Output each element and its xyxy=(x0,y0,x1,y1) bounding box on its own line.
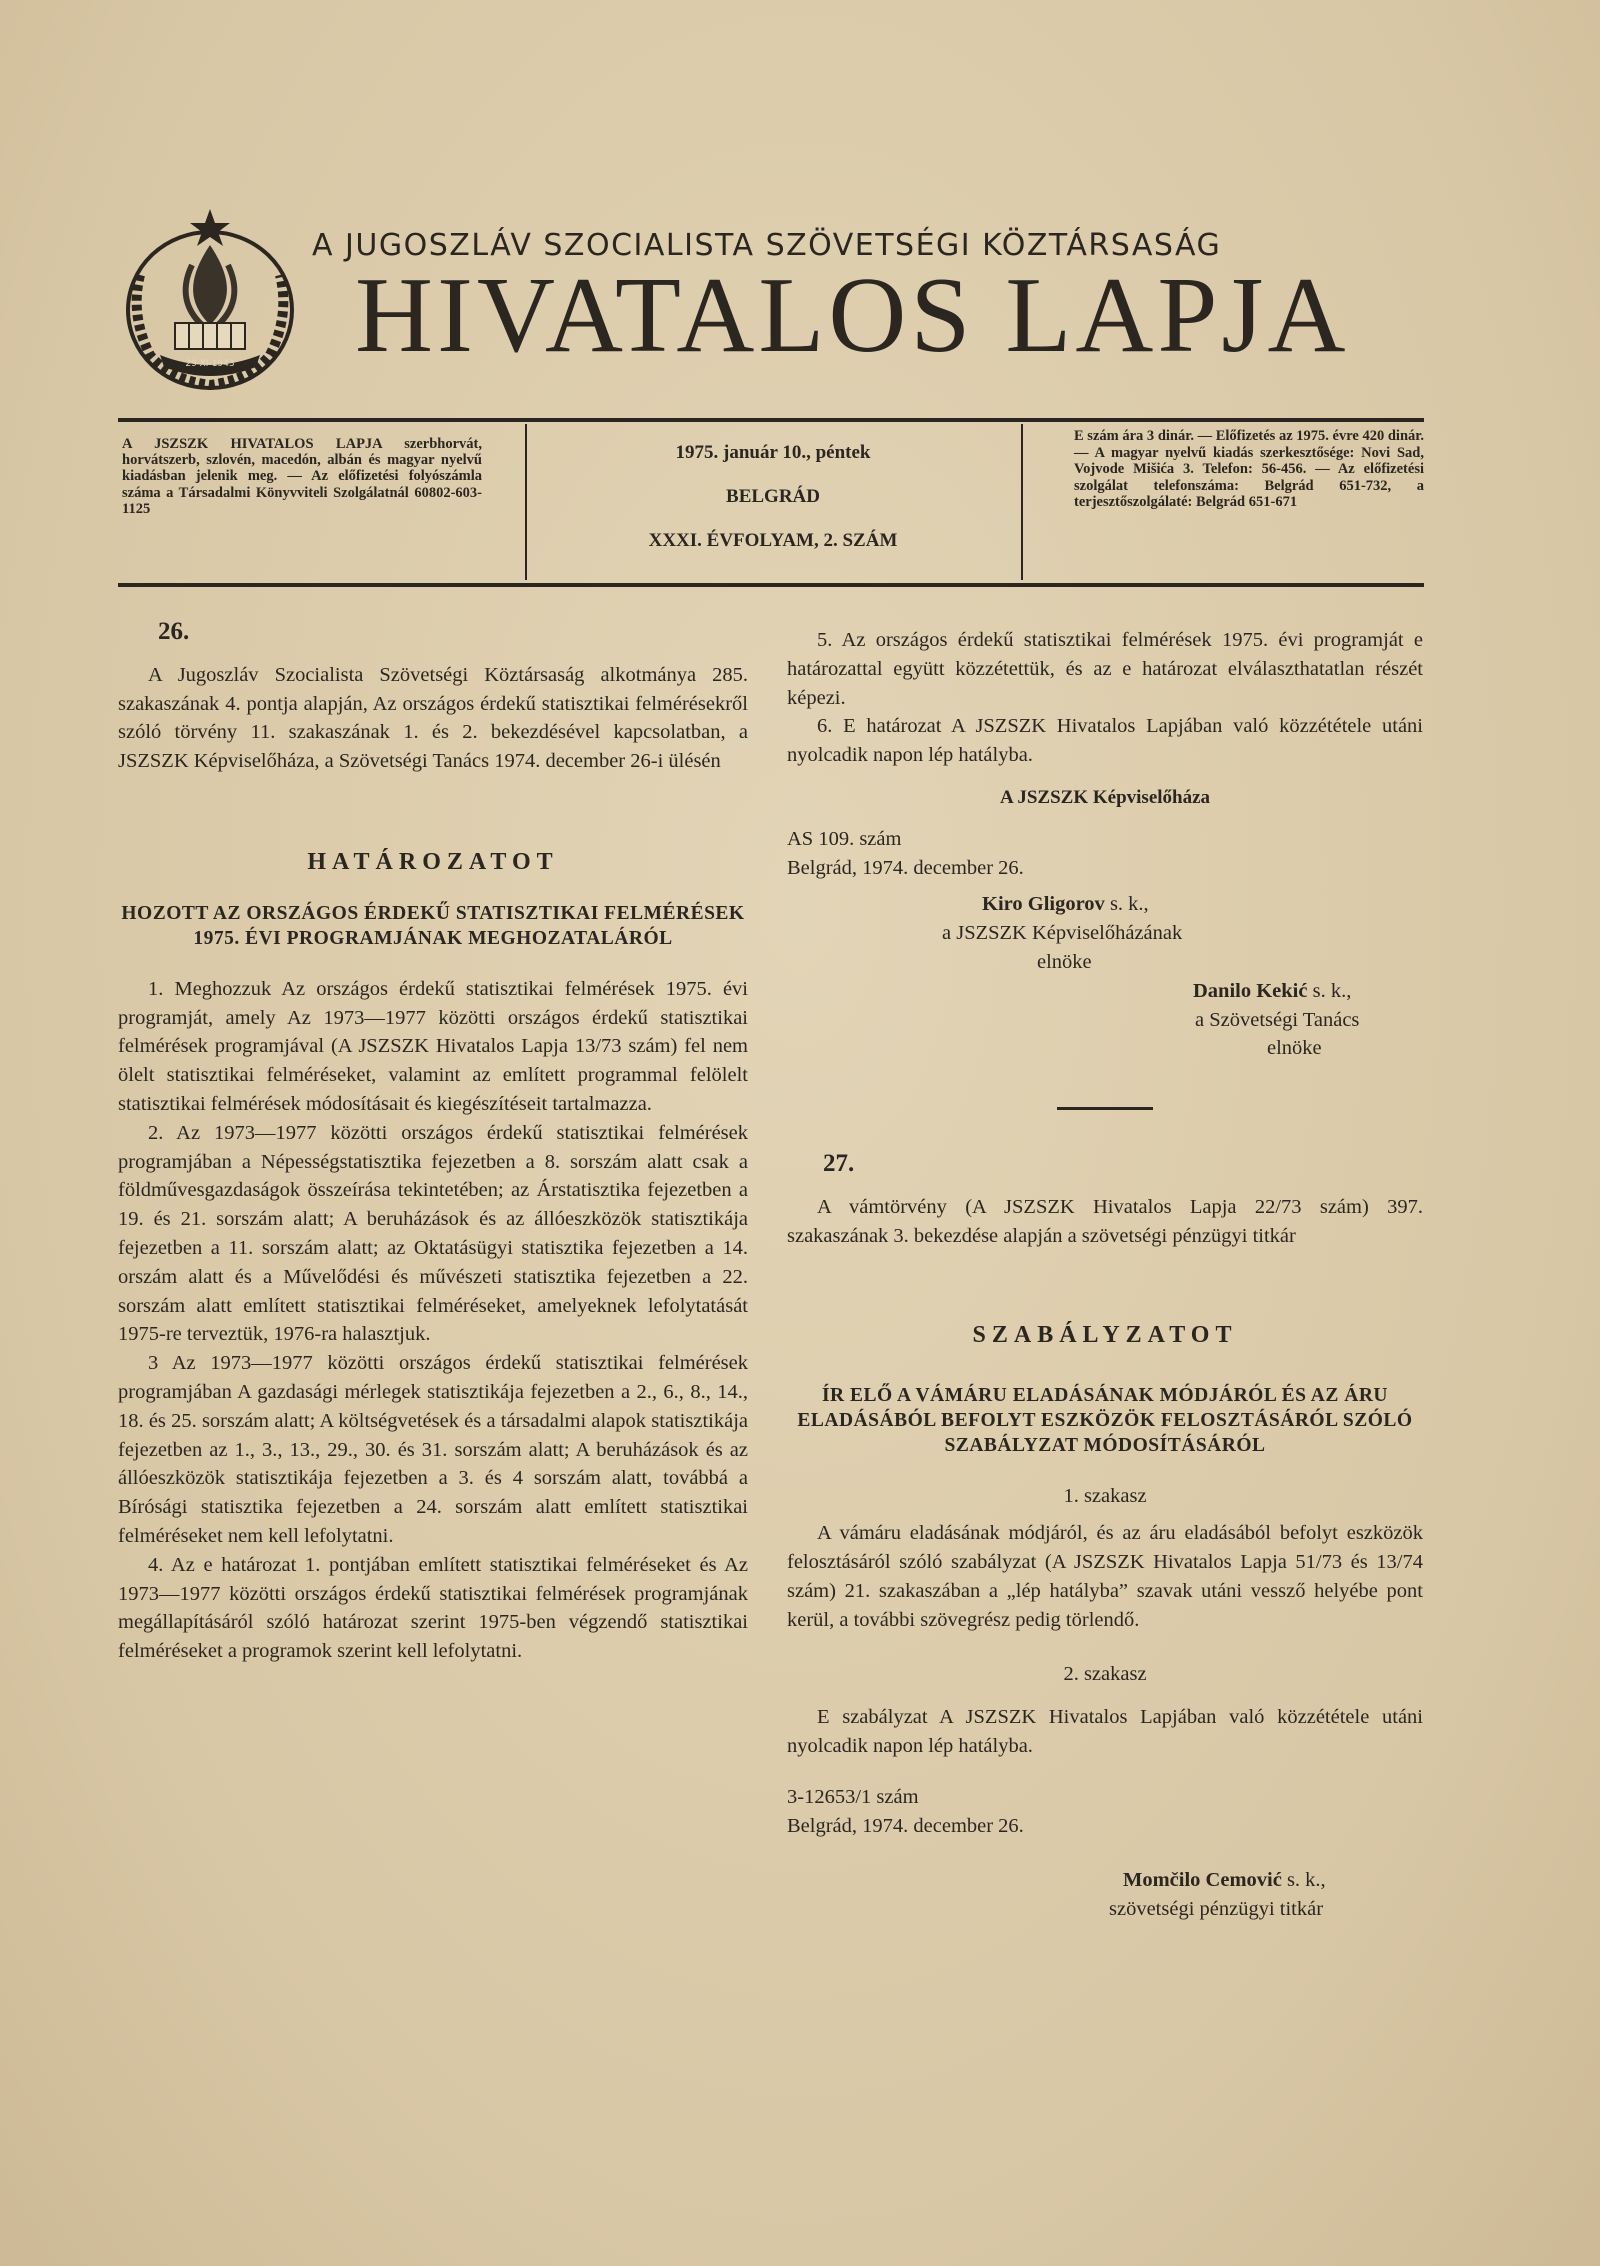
signatory-suffix: s. k., xyxy=(1104,893,1149,916)
issue-date: 1975. január 10., péntek xyxy=(675,442,871,463)
paragraph: 6. E határozat A JSZSZK Hivatalos Lapjában való közzététele utáni nyolcadik napon lép hatályba. xyxy=(787,715,1423,767)
signatory-role: a JSZSZK Képviselőházának xyxy=(942,922,1183,945)
paragraph: 1. Meghozzuk Az országos érdekű statisztikai felmérések 1975. évi programját, amely Az 1973—1977 közötti országos érdekű statisztikai felmérések programjával (A JSZSZK Hivatalos Lapja 13/73 szám) fel nem ölelt statisztikai felméréseket, valamint az említett programmal felölelt statisztikai felmérések módosításait és kiegészítéseit tartalmazza. xyxy=(118,977,748,1115)
reference-number: AS 109. szám xyxy=(787,827,902,850)
reference-number: 3-12653/1 szám xyxy=(787,1785,919,1808)
paragraph: A vámáru eladásának módjáról, és az áru eladásából befolyt eszközök felosztásáról szóló szabályzat (A JSZSZK Hivatalos Lapja 51/73 és 13/74 szám) 21. szakaszában a „lép hatályba” szavak utáni vessző helyébe pont kerül, a további szövegrész pedig törlendő. xyxy=(787,1522,1423,1631)
paragraph: 4. Az e határozat 1. pontjában említett statisztikai felméréseket és Az 1973—1977 közötti országos érdekű statisztikai felmérések programjának megállapításáról szóló határozat szerint 1975-ben végzendő statisztikai felméréseket a programok szerint kell lefolytatni. xyxy=(118,1553,748,1663)
publication-info xyxy=(122,436,482,517)
subscription-info: E szám ára 3 dinár. — Előfizetés az 1975. évre 420 dinár. — A magyar nyelvű kiadás szerkesztősége: Novi Sad, Vojvode Mišića 3. Telefon: 56-456. — Az előfizetési szolgálat telefonszáma: Belgrád 651-732, a terjesztőszolgálaté: Belgrád 651-671 xyxy=(1074,428,1424,510)
right-column xyxy=(787,626,1423,1924)
paragraph: 2. Az 1973—1977 közötti országos érdekű statisztikai felmérések programjában a Népességstatisztika fejezetben a 8. sorszám alatt csak a földművesgazdaságok összeírása tekintetében; az Árstatisztika fejezetben a 19. és 21. sorszám alatt; A beruházások és az állóeszközök statisztikája fejezetben a 11. sorszám alatt; az Oktatásügyi statisztika fejezetben a 14. orszám alatt és a Művelődési és művészeti statisztika fejezetben a 22. sorszám alatt említett statisztikai felméréseket, amelyeknek lefolytatását 1975-re terveztük, 1976-ra halasztjuk. xyxy=(118,1121,748,1346)
act-subtitle: ÍR ELŐ A VÁMÁRU ELADÁSÁNAK MÓDJÁRÓL ÉS AZ ÁRU ELADÁSÁBÓL BEFOLYT ESZKÖZÖK FELOSZTÁSÁRÓL SZÓLÓ SZABÁLYZAT MÓDOSÍTÁSÁRÓL xyxy=(797,1385,1413,1457)
act-heading: SZABÁLYZATOT xyxy=(972,1321,1238,1348)
paragraph: 3 Az 1973—1977 közötti országos érdekű statisztikai felmérések programjában A gazdasági mérlegek statisztikája fejezetben a 2., 6., 8., 14., 18. és 25. sorszám alatt; A költségvetések és a társadalmi alapok statisztikája fejezetben az 1., 3., 13., 29., 30. és 31. sorszám alatt; A beruházások és az állóeszközök statisztikája fejezetben a 3. és 4 sorszám alatt, továbbá a Bírósági statisztika fejezetben a 24. sorszám alatt említett statisztikai felméréseket nem kell lefolytatni. xyxy=(118,1352,748,1547)
signatory-role: elnöke xyxy=(1037,950,1092,973)
header-separator xyxy=(525,424,527,580)
act-number: 27. xyxy=(823,1150,855,1178)
place-date: Belgrád, 1974. december 26. xyxy=(787,1814,1024,1837)
signatory-role: a Szövetségi Tanács xyxy=(1195,1008,1360,1031)
paragraph: E szabályzat A JSZSZK Hivatalos Lapjában való közzététele utáni nyolcadik napon lép hatályba. xyxy=(787,1706,1423,1757)
issue-city: BELGRÁD xyxy=(726,486,820,507)
left-column xyxy=(118,618,748,1666)
paragraph: 5. Az országos érdekű statisztikai felmérések 1975. évi programját e határozattal együtt közzétettük, és az e határozat elválaszthatatlan részét képezi. xyxy=(787,629,1423,709)
header-separator xyxy=(1021,424,1023,580)
section-divider xyxy=(1057,1107,1153,1110)
masthead-supertitle: A JUGOSZLÁV SZOCIALISTA SZÖVETSÉGI KÖZTÁRSASÁG xyxy=(312,228,1222,263)
issuer: A JSZSZK Képviselőháza xyxy=(999,786,1211,808)
act-preamble: A vámtörvény (A JSZSZK Hivatalos Lapja 22/73 szám) 397. szakaszának 3. bekezdése alapján a szövetségi pénzügyi titkár xyxy=(787,1195,1423,1247)
signature-block xyxy=(787,890,1423,976)
signatory-name: Danilo Kekić xyxy=(1193,979,1308,1002)
section-title: 2. szakasz xyxy=(1063,1663,1147,1686)
section-title: 1. szakasz xyxy=(1063,1485,1147,1508)
header-top-rule xyxy=(118,418,1424,422)
signatory-suffix: s. k., xyxy=(1281,1869,1326,1892)
act-subtitle: HOZOTT AZ ORSZÁGOS ÉRDEKŰ STATISZTIKAI FELMÉRÉSEK 1975. ÉVI PROGRAMJÁNAK MEGHOZATALÁRÓL xyxy=(121,902,745,949)
publication-info-text: A JSZSZK HIVATALOS LAPJA szerbhorvát, horvátszerb, szlovén, macedón, albán és magyar nyelvű kiadásban jelenik meg. — Az előfizetési folyószámla száma a Társadalmi Könyvviteli Szolgálatnál 60802-603-1125 xyxy=(122,436,482,517)
act-heading: HATÁROZATOT xyxy=(307,848,559,875)
signatory-name: Momčilo Cemović xyxy=(1123,1869,1282,1892)
masthead-title: HIVATALOS LAPJA xyxy=(355,256,1350,375)
header-bottom-rule xyxy=(118,583,1424,587)
act-preamble: A Jugoszláv Szocialista Szövetségi Köztársaság alkotmánya 285. szakaszának 4. pontja alapján, Az országos érdekű statisztikai felmérésekről szóló törvény 11. szakaszának 1. és 2. bekezdésével kapcsolatban, a JSZSZK Képviselőháza, a Szövetségi Tanács 1974. december 26-i ülésén xyxy=(118,663,748,773)
issue-info xyxy=(545,442,1001,574)
signature-block xyxy=(787,977,1423,1063)
signatory-suffix: s. k., xyxy=(1307,979,1352,1002)
issue-volume: XXXI. ÉVFOLYAM, 2. SZÁM xyxy=(648,530,898,551)
state-emblem-icon xyxy=(120,205,300,395)
signature-block xyxy=(787,1866,1423,1924)
signatory-name: Kiro Gligorov xyxy=(982,893,1105,916)
signatory-role: elnöke xyxy=(1267,1037,1322,1060)
act-number: 26. xyxy=(158,618,190,645)
place-date: Belgrád, 1974. december 26. xyxy=(787,856,1024,879)
svg-text:29-XI-1943: 29-XI-1943 xyxy=(185,359,235,369)
signatory-role: szövetségi pénzügyi titkár xyxy=(1109,1898,1324,1921)
